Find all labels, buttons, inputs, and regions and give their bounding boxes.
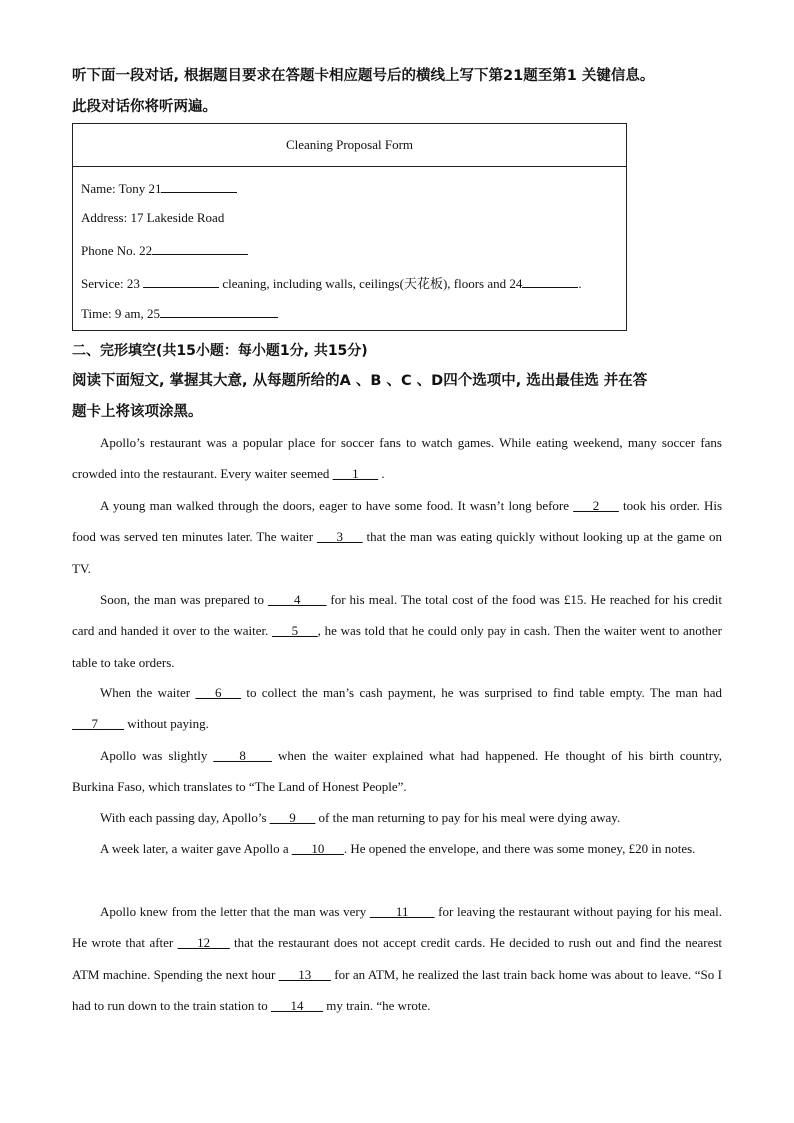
cloze-blank-13: ___13___ — [278, 966, 331, 982]
cloze-blank-14: ___14___ — [270, 997, 323, 1013]
passage-paragraph-4: When the waiter ___6___ to collect the man’s cash payment, he was surprised to find table empty. The man had ___7____ without paying. — [72, 685, 723, 732]
form-row-name — [81, 179, 237, 197]
cloze-instruction-line2: 题卡上将该项涂黑。 — [72, 404, 203, 420]
cloze-instruction-line1: 阅读下面短文, 掌握其大意, 从每题所给的A 、B 、C 、D四个选项中, 选出最佳选 并在答 — [72, 373, 648, 389]
passage-paragraph-5: Apollo was slightly ____8____ when the waiter explained what had happened. He thought of his birth country, Burkina Faso, which translates to “The Land of Honest People”. — [72, 748, 722, 795]
form-row-address: Address: 17 Lakeside Road — [81, 210, 225, 225]
cloze-blank-12: ___12___ — [177, 935, 230, 951]
form-row-time — [81, 304, 278, 322]
cloze-blank-4: ____4____ — [267, 592, 327, 607]
form-row-phone — [81, 241, 248, 259]
name-label: Name: Tony 21 — [81, 181, 162, 196]
phone-label: Phone No. 22 — [81, 243, 153, 258]
time-label: Time: 9 am, 25 — [81, 306, 160, 321]
cloze-blank-7: ___7____ — [72, 716, 124, 732]
cloze-blank-11: ____11____ — [369, 904, 435, 919]
answer-blank-22 — [152, 241, 248, 255]
cloze-blank-9: ___9___ — [269, 810, 316, 825]
cloze-blank-6: ___6___ — [195, 685, 241, 700]
passage-paragraph-6: With each passing day, Apollo’s ___9___ of the man returning to pay for his meal were dying away. — [100, 810, 621, 825]
cleaning-proposal-form — [72, 123, 627, 331]
cloze-blank-1: ___1___ — [332, 466, 379, 482]
cloze-blank-5: ___5___ — [272, 623, 318, 639]
service-label: Service: 23 — [81, 276, 140, 291]
listening-instruction-line2: 此段对话你将听两遍。 — [72, 99, 217, 115]
cloze-blank-10: ___10___ — [291, 841, 344, 856]
passage-paragraph-1: Apollo’s restaurant was a popular place for soccer fans to watch games. While eating weekend, many soccer fans crowded into the restaurant. Every waiter seemed ___1___ . — [72, 435, 722, 482]
form-row-service: Service: 23 cleaning, including walls, ceilings(天花板), floors and 24 . — [81, 276, 582, 291]
answer-blank-23 — [143, 274, 219, 288]
passage-paragraph-7: A week later, a waiter gave Apollo a ___10___. He opened the envelope, and there was some money, £20 in notes. — [100, 841, 696, 856]
form-title: Cleaning Proposal Form — [73, 124, 626, 167]
answer-blank-24 — [522, 274, 578, 288]
answer-blank-25 — [160, 304, 278, 318]
passage-paragraph-2: A young man walked through the doors, eager to have some food. It wasn’t long before ___2___ took his order. His food was served ten minutes later. The waiter ___3___ that the man was eating quickly without looking up at the game on TV. — [72, 498, 722, 576]
cloze-blank-8: ____8____ — [213, 748, 272, 763]
section-heading: 二、完形填空(共15小题：每小题1分, 共15分) — [72, 343, 368, 359]
listening-instruction-line1: 听下面一段对话, 根据题目要求在答题卡相应题号后的横线上写下第21题至第1 关键信息。 — [72, 68, 655, 84]
passage-paragraph-8: Apollo knew from the letter that the man was very ____11____ for leaving the restaurant without paying for his meal. He wrote that after ___12___ that the restaurant does not accept credit cards. He decided to rush out and find the nearest ATM machine. Spending the next hour ___13___ for an ATM, he realized the last train back home was about to leave. “So I had to run down to the train station to ___14___ my train. “he wrote. — [72, 904, 723, 1013]
answer-blank-21 — [161, 179, 237, 193]
passage-paragraph-3: Soon, the man was prepared to ____4____ for his meal. The total cost of the food was £15. He reached for his credit card and handed it over to the waiter. ___5___, he was told that he could only pay in cash. Then the waiter went to another table to take orders. — [72, 592, 722, 670]
cloze-blank-3: ___3___ — [317, 529, 363, 545]
service-description: cleaning, including walls, ceilings(天花板), floors and 24 — [222, 276, 523, 291]
cloze-blank-2: ___2___ — [573, 498, 619, 513]
